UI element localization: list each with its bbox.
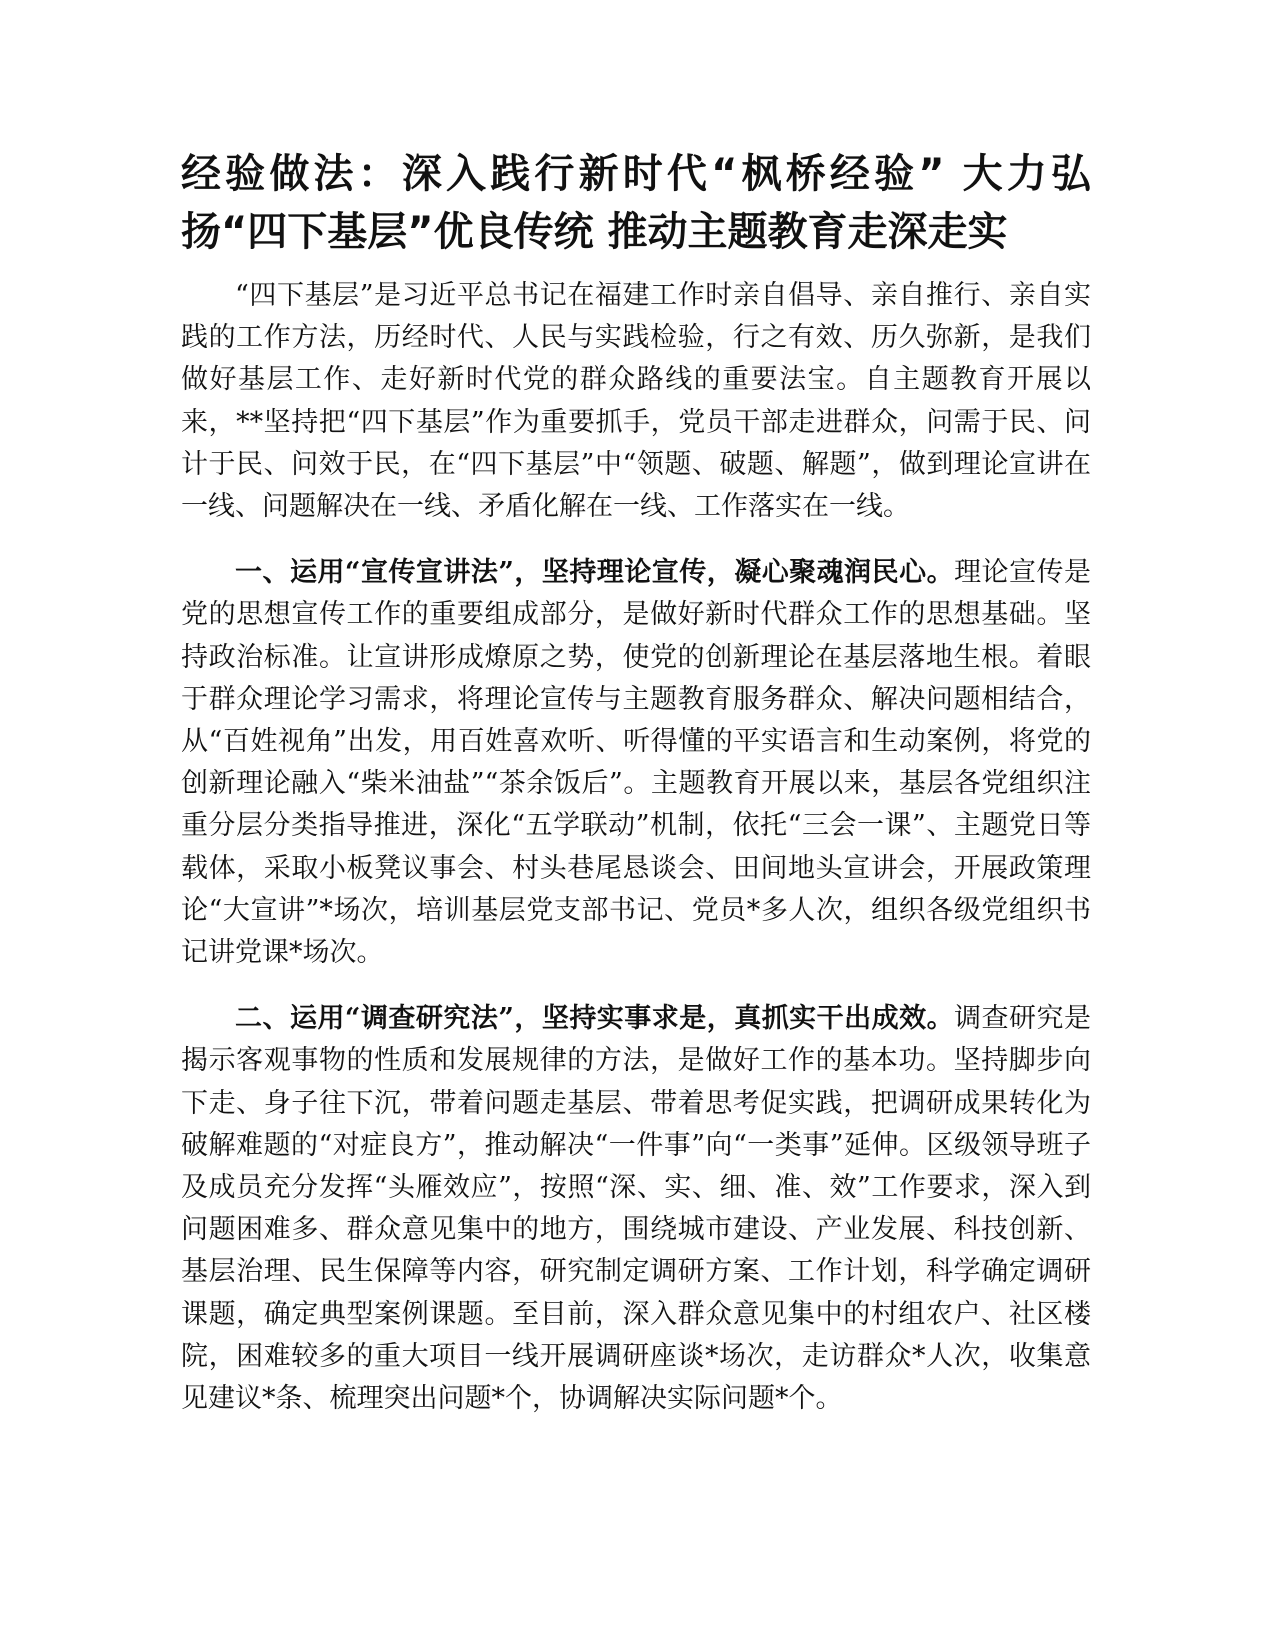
document-title: 经验做法：深入践行新时代“枫桥经验” 大力弘扬“四下基层”优良传统 推动主题教育走深走实 (181, 151, 1091, 255)
intro-paragraph (181, 275, 1091, 528)
section-one-heading: 一、运用“宣传宣讲法”，坚持理论宣传，凝心聚魂润民心。 (235, 557, 955, 589)
section-one-text: 理论宣传是党的思想宣传工作的重要组成部分，是做好新时代群众工作的思想基础。坚持政治标准。让宣讲形成燎原之势，使党的创新理论在基层落地生根。着眼于群众理论学习需求，将理论宣传与主题教育服务群众、解决问题相结合，从“百姓视角”出发，用百姓喜欢听、听得懂的平实语言和生动案例，将党的创新理论融入“柴米油盐”“茶余饭后”。主题教育开展以来，基层各党组织注重分层分类指导推进，深化“五学联动”机制，依托“三会一课”、主题党日等载体，采取小板凳议事会、村头巷尾恳谈会、田间地头宣讲会，开展政策理论“大宣讲”*场次，培训基层党支部书记、党员*多人次，组织各级党组织书记讲党课*场次。 (181, 557, 1092, 969)
section-two-text: 调查研究是揭示客观事物的性质和发展规律的方法，是做好工作的基本功。坚持脚步向下走、身子往下沉，带着问题走基层、带着思考促实践，把调研成果转化为破解难题的“对症良方”，推动解决“一件事”向“一类事”延伸。区级领导班子及成员充分发挥“头雁效应”，按照“深、实、细、准、效”工作要求，深入到问题困难多、群众意见集中的地方，围绕城市建设、产业发展、科技创新、基层治理、民生保障等内容，研究制定调研方案、工作计划，科学确定调研课题，确定典型案例课题。至目前，深入群众意见集中的村组农户、社区楼院，困难较多的重大项目一线开展调研座谈*场次，走访群众*人次，收集意见建议*条、梳理突出问题*个，协调解决实际问题*个。 (181, 1003, 1092, 1415)
section-two-paragraph (181, 998, 1091, 1420)
document-page (181, 145, 1091, 1444)
section-two-heading: 二、运用“调查研究法”，坚持实事求是，真抓实干出成效。 (235, 1003, 955, 1035)
intro-paragraph-text: “四下基层”是习近平总书记在福建工作时亲自倡导、亲自推行、亲自实践的工作方法，历经时代、人民与实践检验，行之有效、历久弥新，是我们做好基层工作、走好新时代党的群众路线的重要法宝。自主题教育开展以来，**坚持把“四下基层”作为重要抓手，党员干部走进群众，问需于民、问计于民、问效于民，在“四下基层”中“领题、破题、解题”，做到理论宣讲在一线、问题解决在一线、矛盾化解在一线、工作落实在一线。 (181, 280, 1091, 523)
section-one-paragraph (181, 552, 1091, 974)
